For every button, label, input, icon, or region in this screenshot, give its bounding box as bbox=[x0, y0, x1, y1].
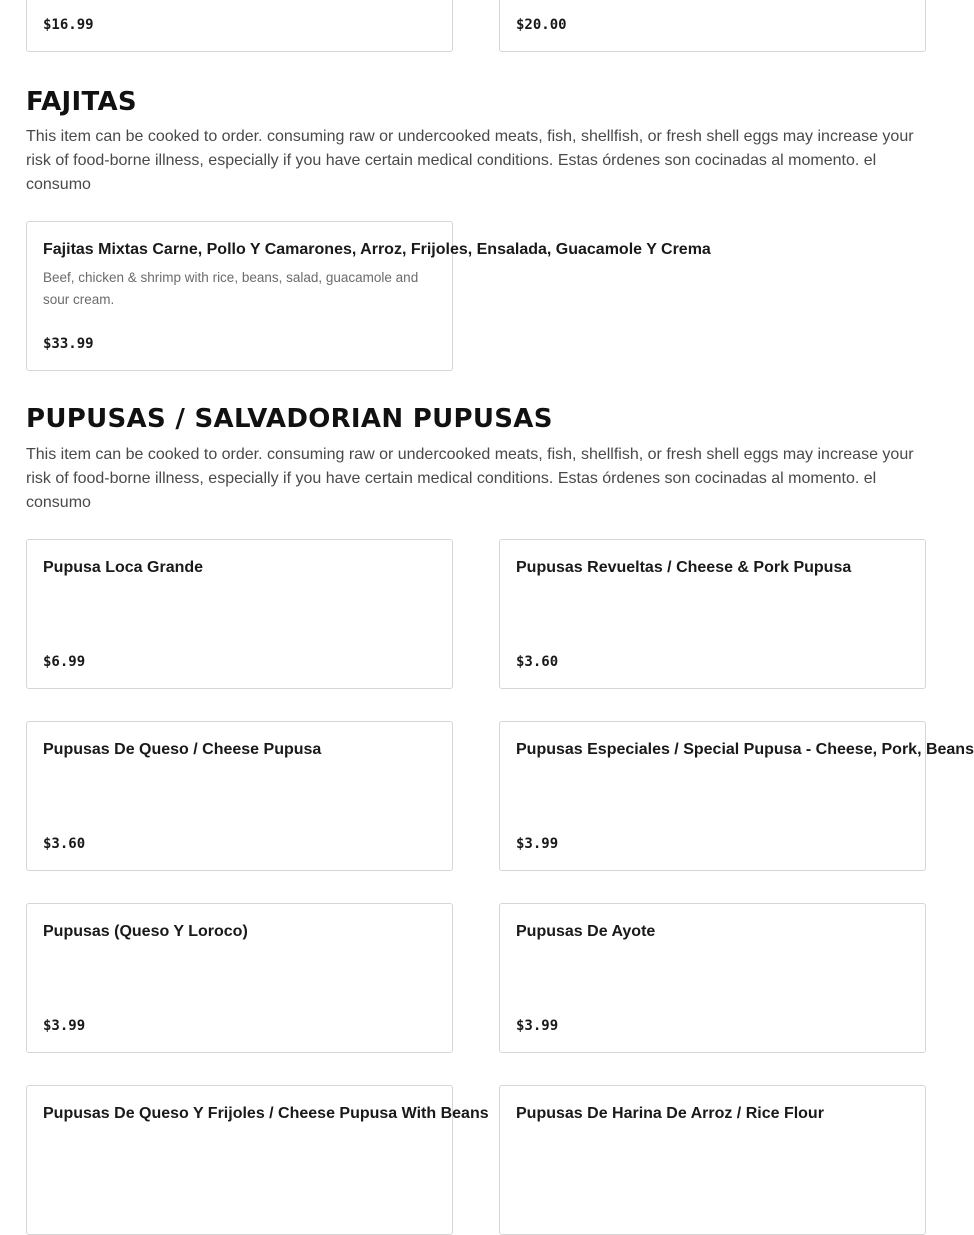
menu-item-card[interactable] bbox=[26, 721, 453, 871]
section-title-fajitas: FAJITAS bbox=[26, 87, 137, 117]
item-name: Fajitas Mixtas Carne, Pollo Y Camarones, Arroz, Frijoles, Ensalada, Guacamole Y Crema bbox=[43, 241, 711, 258]
section-description: This item can be cooked to order. consuming raw or undercooked meats, fish, shellfish, or fresh shell eggs may increase your risk of food-borne illness, especially if you have certain medical conditions. Estas órdenes son cocinadas al momento. el consumo bbox=[26, 128, 914, 193]
item-price: $3.60 bbox=[43, 836, 86, 852]
menu-item-card[interactable] bbox=[26, 221, 711, 371]
menu-item-card[interactable] bbox=[499, 0, 926, 52]
item-name: Pupusas (Queso Y Loroco) bbox=[43, 923, 248, 940]
item-price: $6.99 bbox=[43, 654, 86, 670]
menu-item-card[interactable] bbox=[26, 0, 453, 52]
menu-item-card[interactable] bbox=[499, 903, 926, 1053]
item-price: $3.99 bbox=[43, 1018, 86, 1034]
menu-item-card[interactable] bbox=[26, 903, 453, 1053]
section-description: This item can be cooked to order. consuming raw or undercooked meats, fish, shellfish, or fresh shell eggs may increase your risk of food-borne illness, especially if you have certain medical conditions. Estas órdenes son cocinadas al momento. el consumo bbox=[26, 446, 914, 511]
item-name: Pupusa Loca Grande bbox=[43, 559, 204, 576]
item-price: $20.00 bbox=[516, 17, 567, 33]
item-price: $3.99 bbox=[516, 1018, 559, 1034]
item-name: Pupusas De Queso Y Frijoles / Cheese Pupusa With Beans bbox=[43, 1105, 489, 1122]
item-price: $16.99 bbox=[43, 17, 94, 33]
item-name: Pupusas Revueltas / Cheese & Pork Pupusa bbox=[516, 559, 852, 576]
item-name: Pupusas De Harina De Arroz / Rice Flour bbox=[516, 1105, 824, 1122]
menu-item-card[interactable] bbox=[499, 539, 926, 689]
item-name: Pupusas De Ayote bbox=[516, 923, 656, 940]
item-name: Pupusas De Queso / Cheese Pupusa bbox=[43, 741, 322, 758]
menu-item-card[interactable] bbox=[499, 721, 974, 871]
section-title-pupusas: PUPUSAS / SALVADORIAN PUPUSAS bbox=[26, 404, 553, 434]
item-description: Beef, chicken & shrimp with rice, beans, salad, guacamole and sour cream. bbox=[43, 270, 419, 307]
item-price: $3.60 bbox=[516, 654, 559, 670]
item-price: $3.99 bbox=[516, 836, 559, 852]
item-price: $33.99 bbox=[43, 336, 94, 352]
item-name: Pupusas Especiales / Special Pupusa - Cheese, Pork, Beans bbox=[516, 741, 974, 758]
menu-item-card[interactable] bbox=[26, 539, 453, 689]
menu-item-card[interactable] bbox=[26, 1085, 489, 1235]
menu-item-card[interactable] bbox=[499, 1085, 926, 1235]
